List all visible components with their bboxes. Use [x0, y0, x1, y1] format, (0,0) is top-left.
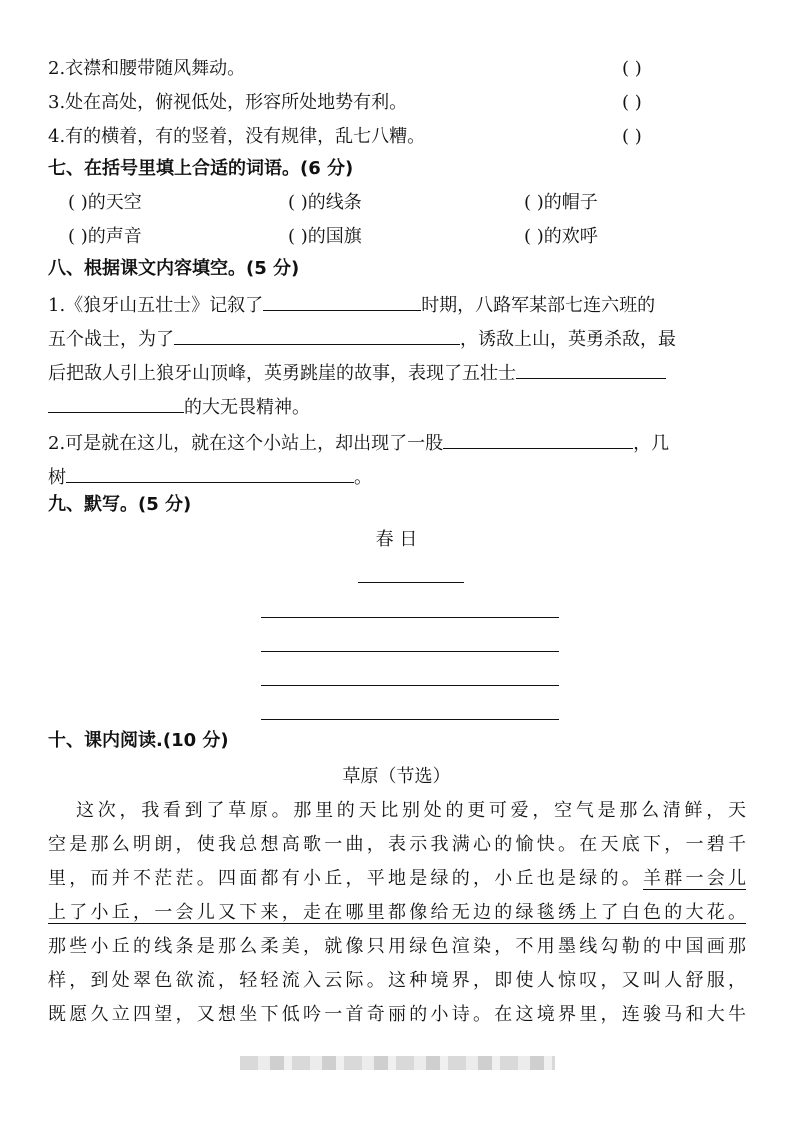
s7-blank-lines[interactable]: ( )的线条	[288, 192, 362, 213]
section8-heading: 八、根据课文内容填空。(5 分)	[48, 258, 300, 279]
section10-heading: 十、课内阅读.(10 分)	[48, 730, 229, 751]
poem-title: 春 日	[375, 529, 418, 550]
passage-line-3	[48, 862, 746, 896]
s8-q1-text-a: 1.《狼牙山五壮士》记叙了	[48, 295, 264, 316]
s8-q2-blank-b[interactable]	[66, 462, 354, 483]
passage-line-6: 样，到处翠色欲流，轻轻流入云际。这种境界，即使人惊叹，又叫人舒服，	[48, 970, 746, 991]
s8-q1-blank-period[interactable]	[263, 290, 421, 311]
s8-q1-text-e: 后把敌人引上狼牙山顶峰，英勇跳崖的故事，表现了五壮士	[48, 363, 516, 384]
passage-line-5: 那些小丘的线条是那么柔美，就像只用绿色渲染，不用墨线勾勒的中国画那	[48, 936, 746, 957]
s6-item-3-answer[interactable]: ( )	[622, 92, 642, 113]
s7-blank-voice[interactable]: ( )的声音	[68, 226, 142, 247]
s8-q2-text-a: 2.可是就在这儿，就在这个小站上，却出现了一股	[48, 433, 444, 454]
section9-heading: 九、默写。(5 分)	[48, 494, 192, 515]
s8-q1-text-c: 五个战士，为了	[48, 329, 174, 350]
passage-line-2: 空是那么明朗，使我总想高歌一曲，表示我满心的愉快。在天底下，一碧千	[48, 834, 746, 855]
poem-line-4-blank[interactable]	[261, 719, 559, 720]
s8-q1-blank-spirit-a[interactable]	[516, 358, 666, 379]
s6-item-2: 2.衣襟和腰带随风舞动。	[48, 58, 246, 79]
poem-author-blank[interactable]	[358, 582, 464, 583]
s8-q1-text-b: 时期，八路军某部七连六班的	[421, 295, 656, 316]
passage-title: 草原（节选）	[342, 766, 451, 787]
s7-blank-hat[interactable]: ( )的帽子	[524, 192, 598, 213]
s8-q1-line1	[48, 290, 655, 319]
s8-q1-text-f: 的大无畏精神。	[184, 397, 310, 418]
s7-blank-flag[interactable]: ( )的国旗	[288, 226, 362, 247]
s8-q2-line1	[48, 428, 669, 457]
s6-item-4-answer[interactable]: ( )	[622, 126, 642, 147]
passage-line-1: 这次，我看到了草原。那里的天比别处的更可爱，空气是那么清鲜，天	[76, 800, 746, 821]
s6-item-2-answer[interactable]: ( )	[622, 58, 642, 79]
section7-heading: 七、在括号里填上合适的词语。(6 分)	[48, 158, 354, 179]
s8-q2-line2	[48, 462, 372, 491]
s8-q2-text-c: 树	[48, 467, 66, 488]
s8-q1-line2	[48, 324, 676, 353]
s8-q2-text-b: ，几	[633, 433, 670, 454]
s6-item-3: 3.处在高处，俯视低处，形容所处地势有利。	[48, 92, 408, 113]
poem-line-2-blank[interactable]	[261, 651, 559, 652]
s8-q1-blank-purpose[interactable]	[174, 324, 460, 345]
poem-line-1-blank[interactable]	[261, 617, 559, 618]
s7-blank-cheer[interactable]: ( )的欢呼	[524, 226, 598, 247]
s8-q1-blank-spirit-b[interactable]	[48, 392, 184, 413]
passage-line-3-text: 里，而并不茫茫。四面都有小丘，平地是绿的，小丘也是绿的。	[48, 868, 643, 889]
passage-underlined-sentence-start: 羊群一会儿	[643, 868, 746, 889]
poem-line-3-blank[interactable]	[261, 685, 559, 686]
s7-blank-sky[interactable]: ( )的天空	[68, 192, 142, 213]
s8-q1-line3	[48, 358, 666, 387]
s8-q2-text-d: 。	[354, 467, 372, 488]
s8-q1-text-d: ，诱敌上山，英勇杀敌，最	[460, 329, 676, 350]
s6-item-4: 4.有的横着，有的竖着，没有规律，乱七八糟。	[48, 126, 426, 147]
s8-q2-blank-a[interactable]	[443, 428, 633, 449]
passage-line-7: 既愿久立四望，又想坐下低吟一首奇丽的小诗。在这境界里，连骏马和大牛	[48, 1004, 746, 1025]
s8-q1-line4	[48, 392, 310, 421]
blurred-footer-watermark	[240, 1056, 555, 1070]
passage-underlined-sentence: 上了小丘，一会儿又下来，走在哪里都像给无边的绿毯绣上了白色的大花。	[48, 902, 746, 923]
